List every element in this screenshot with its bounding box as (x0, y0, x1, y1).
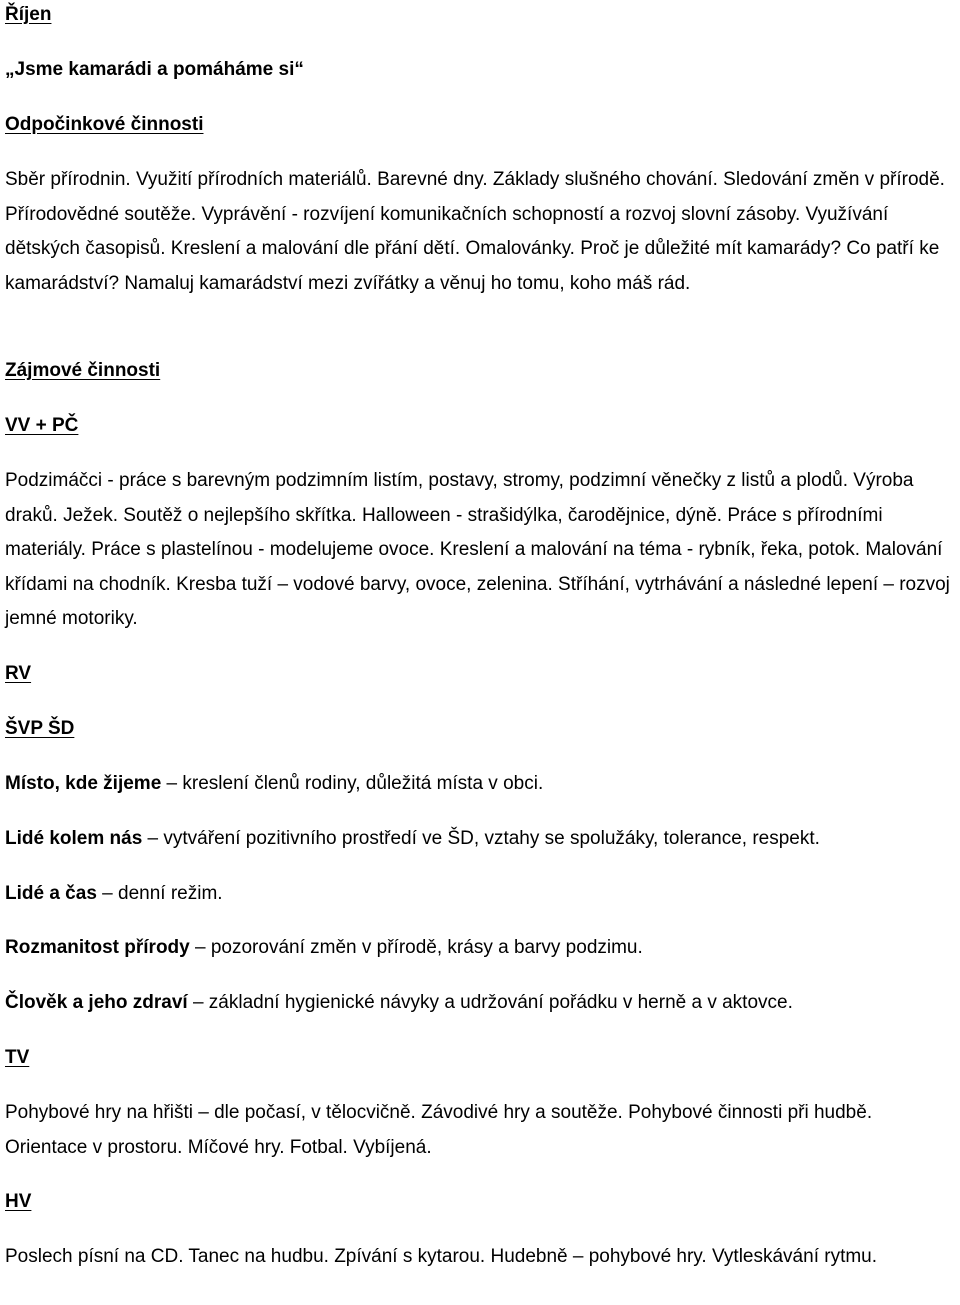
tv-heading: TV (5, 1047, 30, 1068)
zajmove-paragraph: Podzimáčci - práce s barevným podzimním listím, postavy, stromy, podzimní věnečky z listů a plodů. Výroba draků. Ježek. Soutěž o nejlepšího skřítka. Halloween - strašidýlka, čarodějnice, dýně. Práce s přírodními materiály. Práce s plastelínou - modelujeme ovoce. Kreslení a malování na téma - rybník, řeka, potok. Malování křídami na chodník. Kresba tuží – vodové barvy, ovoce, zelenina. Stříhání, vytrhávání a následné lepení – rozvoj jemné motoriky. (5, 470, 950, 629)
tv-paragraph: Pohybové hry na hřišti – dle počasí, v tělocvičně. Závodivé hry a soutěže. Pohybové činnosti při hudbě. Orientace v prostoru. Míčové hry. Fotbal. Vybíjená. (5, 1102, 873, 1158)
rv-item-text: – kreslení členů rodiny, důležitá místa v obci. (161, 773, 544, 794)
motto-heading: „Jsme kamarádi a pomáháme si“ (5, 59, 304, 80)
hv-paragraph: Poslech písní na CD. Tanec na hudbu. Zpívání s kytarou. Hudebně – pohybové hry. Vytleskávání rytmu. (5, 1246, 878, 1267)
rv-item (5, 931, 950, 966)
rv-item-text: – pozorování změn v přírodě, krásy a barvy podzimu. (189, 937, 643, 958)
odpocinkove-heading: Odpočinkové činnosti (5, 114, 204, 135)
rv-item-text: – denní režim. (96, 883, 223, 904)
hv-heading: HV (5, 1191, 32, 1212)
rv-item-title: Člověk a jeho zdraví (5, 992, 188, 1013)
rv-item-title: Místo, kde žijeme (5, 773, 162, 794)
svp-sd-subheading: ŠVP ŠD (5, 718, 75, 739)
vv-pc-subheading: VV + PČ (5, 415, 79, 436)
rv-item (5, 767, 950, 802)
rv-item-text: – vytváření pozitivního prostředí ve ŠD, vztahy se spolužáky, tolerance, respekt. (142, 828, 820, 849)
rv-item-title: Lidé kolem nás (5, 828, 143, 849)
rv-item (5, 986, 950, 1021)
rv-item (5, 877, 950, 912)
odpocinkove-paragraph: Sběr přírodnin. Využití přírodních materiálů. Barevné dny. Základy slušného chování. Sledování změn v přírodě. Přírodovědné soutěže. Vyprávění - rozvíjení komunikačních schopností a rozvoj slovní zásoby. Využívání dětských časopisů. Kreslení a malování dle přání dětí. Omalovánky. Proč je důležité mít kamarády? Co patří ke kamarádství? Namaluj kamarádství mezi zvířátky a věnuj ho tomu, koho máš rád. (5, 169, 945, 294)
rv-item-text: – základní hygienické návyky a udržování pořádku v herně a v aktovce. (187, 992, 793, 1013)
rv-item (5, 822, 950, 857)
month-heading: Říjen (5, 4, 52, 25)
rv-item-title: Lidé a čas (5, 883, 97, 904)
rv-heading: RV (5, 663, 32, 684)
zajmove-heading: Zájmové činnosti (5, 360, 161, 381)
rv-item-title: Rozmanitost přírody (5, 937, 190, 958)
